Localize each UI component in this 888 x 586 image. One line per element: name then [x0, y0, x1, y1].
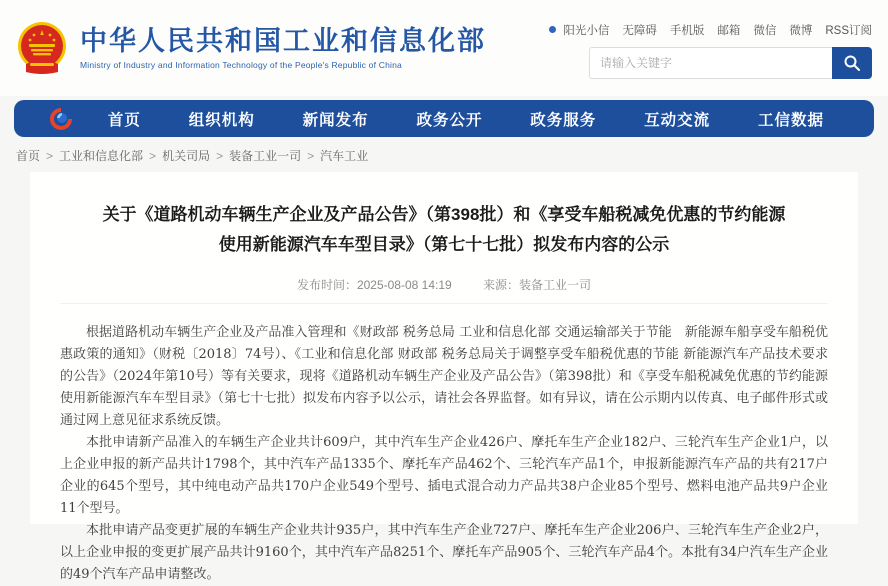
breadcrumb-miit[interactable]: 工业和信息化部 [59, 149, 144, 163]
breadcrumb [0, 137, 888, 172]
breadcrumb-equipment-dept[interactable]: 装备工业一司 [229, 149, 302, 163]
nav-items [84, 108, 848, 130]
article-paragraph: 本批申请产品变更扩展的车辆生产企业共计935户，其中汽车生产企业727户、摩托车生产企业206户、三轮汽车生产企业2户，以上企业申报的变更扩展产品共计9160个，其中汽车产品8251个、摩托车产品905个、三轮汽车产品4个。本批有34户汽车生产企业的49个汽车产品申请整改。 [60, 522, 828, 582]
publish-time: 发布时间：2025-08-08 14:19 [296, 277, 452, 292]
nav-item-interaction[interactable]: 互动交流 [644, 111, 711, 129]
nav-item-gov-disclosure[interactable]: 政务公开 [416, 111, 483, 129]
quick-link-weibo[interactable]: 微博 [789, 24, 813, 37]
breadcrumb-separator: > [46, 148, 54, 163]
quick-link-accessibility[interactable]: 无障碍 [622, 24, 657, 37]
nav-item-news[interactable]: 新闻发布 [302, 111, 369, 129]
quick-link-rss[interactable]: RSS订阅 [825, 24, 872, 37]
breadcrumb-home[interactable]: 首页 [16, 149, 41, 163]
national-emblem-icon [16, 20, 68, 76]
nav-item-organization[interactable]: 组织机构 [188, 111, 255, 129]
miit-swirl-icon [48, 106, 74, 132]
breadcrumb-separator: > [149, 148, 157, 163]
article-body [60, 322, 842, 586]
search-icon [843, 54, 861, 72]
breadcrumb-auto-industry[interactable]: 汽车工业 [320, 149, 369, 163]
article-meta [60, 276, 828, 304]
quick-link-sunshine[interactable]: 阳光小信 [563, 24, 610, 37]
quick-link-mailbox[interactable]: 邮箱 [717, 24, 741, 37]
site-title: 中华人民共和国工业和信息化部 [80, 25, 486, 56]
article-paragraph: 根据道路机动车辆生产企业及产品准入管理和《财政部 税务总局 工业和信息化部 交通运输部关于节能 新能源车船享受车船税优惠政策的通知》（财税〔2018〕74号）、《工业和信息化部 财政部 税务总局关于调整享受车船税优惠的节能 新能源汽车产品技术要求的公告》（2024年第10号）等有关要求，现将《道路机动车辆生产企业及产品公告》（第398批）和《享受车船税减免优惠的节约能源 使用新能源汽车车型目录》（第七十七批）拟发布内容予以公示，请社会各界监督。如有异议，请在公示期内以传真、电子邮件形式或通过网上意见征求系统反馈。 [60, 324, 842, 428]
breadcrumb-separator: > [307, 148, 315, 163]
article-paragraph: 本批申请新产品准入的车辆生产企业共计609户，其中汽车生产企业426户、摩托车生产企业182户、三轮汽车生产企业1户，以上企业申报的新产品共计1798个，其中汽车产品1335个、摩托车产品462个、三轮汽车产品1个，申报新能源汽车产品的共有217户企业的645个型号，其中纯电动产品共170户企业549个型号、插电式混合动力产品共38户企业85个型号、燃料电池产品共9户企业11个型号。 [60, 434, 828, 516]
header-right [549, 18, 872, 79]
search-input[interactable] [589, 47, 832, 79]
article-card [30, 172, 858, 582]
search-bar [589, 47, 872, 79]
article-source: 来源：装备工业一司 [483, 277, 592, 292]
nav-item-gov-services[interactable]: 政务服务 [530, 111, 597, 129]
quick-link-mobile[interactable]: 手机版 [669, 24, 705, 37]
site-header [0, 0, 888, 96]
breadcrumb-separator: > [216, 148, 224, 163]
breadcrumb-departments[interactable]: 机关司局 [162, 149, 211, 163]
quick-links [549, 22, 872, 38]
quick-link-wechat[interactable]: 微信 [753, 24, 777, 37]
search-button[interactable] [832, 47, 872, 79]
site-logo[interactable] [16, 20, 486, 76]
nav-item-data[interactable]: 工信数据 [757, 111, 824, 129]
sunshine-assistant-icon [549, 26, 556, 33]
nav-item-home[interactable]: 首页 [107, 111, 141, 129]
main-nav [14, 100, 874, 137]
site-subtitle: Ministry of Industry and Information Technology of the People's Republic of China [80, 60, 402, 71]
article-title: 关于《道路机动车辆生产企业及产品公告》（第398批）和《享受车船税减免优惠的节约能源 使用新能源汽车车型目录》（第七十七批）拟发布内容的公示 [102, 205, 786, 254]
